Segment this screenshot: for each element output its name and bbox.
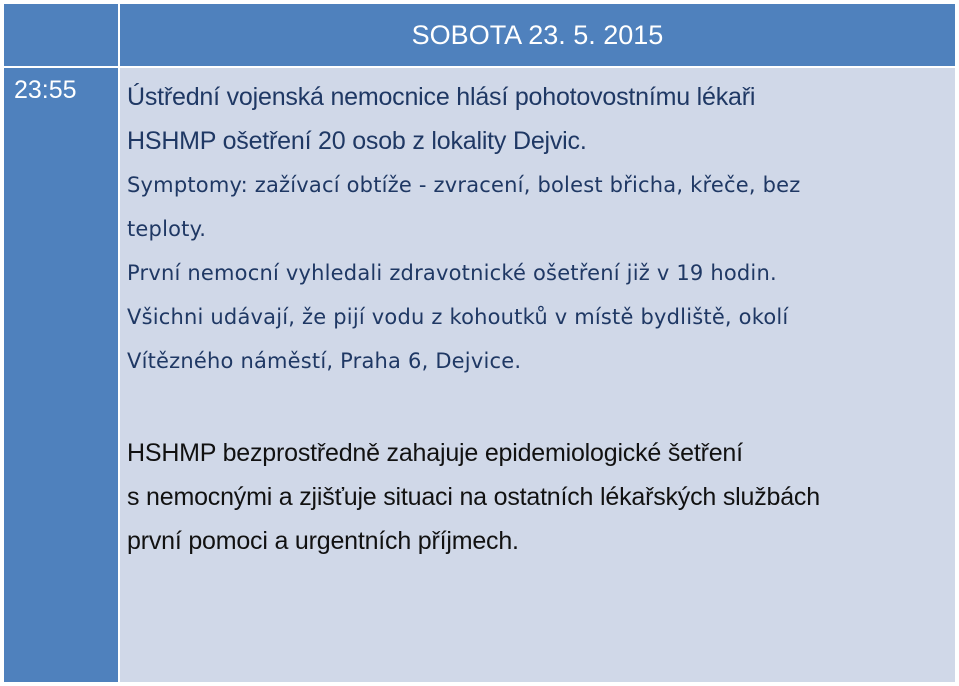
date-header: [120, 4, 955, 66]
header-empty-cell: [4, 4, 118, 66]
text-line: Ústřední vojenská nemocnice hlásí pohotovostnímu lékaři: [127, 83, 756, 111]
entry-content: [120, 68, 955, 682]
text-line: Symptomy: zažívací obtíže - zvracení, bolest břicha, křeče, bez: [127, 173, 801, 197]
text-line: HSHMP ošetření 20 osob z lokality Dejvic.: [127, 127, 587, 155]
text-line: teploty.: [127, 217, 207, 241]
text-line: Vítězného náměstí, Praha 6, Dejvice.: [127, 349, 522, 373]
time-text: 23:55: [14, 76, 77, 104]
text-line: první pomoci a urgentních příjmech.: [127, 527, 519, 555]
time-cell: [4, 68, 118, 682]
text-line: Všichni udávají, že pijí vodu z kohoutků v místě bydliště, okolí: [127, 305, 789, 329]
text-line: HSHMP bezprostředně zahajuje epidemiologické šetření: [127, 439, 743, 467]
text-line: s nemocnými a zjišťuje situaci na ostatních lékařských službách: [127, 483, 820, 511]
date-text: SOBOTA 23. 5. 2015: [411, 19, 664, 50]
paragraph-gap: [127, 383, 955, 431]
text-line: První nemocní vyhledali zdravotnické ošetření již v 19 hodin.: [127, 261, 777, 285]
